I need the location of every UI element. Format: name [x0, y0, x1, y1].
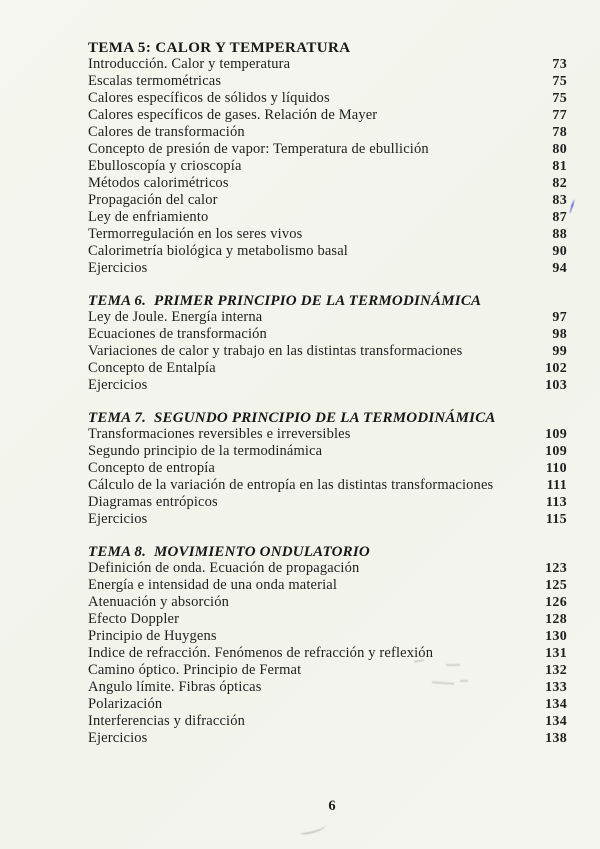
pencil-specks-mark: [412, 658, 472, 690]
toc-entry-title: Angulo límite. Fibras ópticas: [88, 679, 262, 695]
toc-entry: [88, 460, 567, 477]
toc-entry-page: 125: [545, 578, 567, 593]
toc-entry: [88, 56, 567, 73]
toc-entry-title: Concepto de Entalpía: [88, 360, 216, 376]
section-heading: TEMA 6. PRIMER PRINCIPIO DE LA TERMODINÁMICA: [88, 293, 482, 309]
toc-entry-page: 133: [545, 680, 567, 695]
toc-entry: [88, 209, 567, 226]
toc-entry-title: Concepto de presión de vapor: Temperatura de ebullición: [88, 141, 429, 157]
section-heading: TEMA 8. MOVIMIENTO ONDULATORIO: [88, 544, 370, 560]
toc-entry-title: Principio de Huygens: [88, 628, 217, 644]
toc-entry: [88, 141, 567, 158]
toc-entry-page: 123: [545, 561, 567, 576]
toc-entry-page: 132: [545, 663, 567, 678]
toc-entry: [88, 260, 567, 277]
toc-entry-title: Definición de onda. Ecuación de propagación: [88, 560, 360, 576]
toc-entry-page: 82: [552, 176, 567, 191]
blue-pen-tick-mark: [569, 199, 576, 214]
toc-entry-page: 103: [545, 378, 567, 393]
toc-entry: [88, 628, 567, 645]
toc-entry-title: Métodos calorimétricos: [88, 175, 229, 191]
toc-entry: [88, 377, 567, 394]
toc-entry-page: 78: [552, 125, 567, 140]
toc-entry-title: Calorimetría biológica y metabolismo basal: [88, 243, 348, 259]
toc-entry-page: 131: [545, 646, 567, 661]
toc-entry-page: 138: [545, 731, 567, 746]
toc-entry-title: Atenuación y absorción: [88, 594, 230, 610]
toc-entry-page: 111: [546, 478, 567, 493]
toc-entry: [88, 73, 567, 90]
toc-section-tema-5: [88, 40, 567, 277]
toc-entry: [88, 560, 567, 577]
toc-entry: [88, 645, 567, 662]
toc-entry: [88, 696, 567, 713]
toc-entry: [88, 90, 567, 107]
toc-entry-title: Efecto Doppler: [88, 611, 180, 627]
toc-entry-title: Diagramas entrópicos: [88, 494, 218, 510]
pencil-smudge-mark: [299, 821, 326, 835]
toc-entry-page: 75: [552, 91, 567, 106]
toc-entry-title: Concepto de entropía: [88, 460, 216, 476]
toc-entry-page: 90: [552, 244, 567, 259]
toc-entry: [88, 477, 567, 494]
toc-entry-page: 98: [552, 327, 567, 342]
toc-entry-title: Ecuaciones de transformación: [88, 326, 267, 342]
toc-entry-page: 134: [545, 714, 567, 729]
toc-entry-page: 88: [552, 227, 567, 242]
toc-entry-title: Cálculo de la variación de entropía en las distintas transformaciones: [88, 477, 494, 493]
toc-entry-page: 113: [545, 495, 567, 510]
toc-entry-page: 94: [552, 261, 567, 276]
toc-entry-title: Variaciones de calor y trabajo en las distintas transformaciones: [88, 343, 463, 359]
toc-entry-title: Escalas termométricas: [88, 73, 222, 89]
toc-entry: [88, 594, 567, 611]
toc-entry-title: Calores específicos de sólidos y líquidos: [88, 90, 330, 106]
section-heading: TEMA 5: CALOR Y TEMPERATURA: [88, 40, 351, 56]
toc-entry-title: Transformaciones reversibles e irreversibles: [88, 426, 351, 442]
toc-entry-title: Introducción. Calor y temperatura: [88, 56, 291, 72]
toc-entry: [88, 577, 567, 594]
toc-entry-page: 80: [552, 142, 567, 157]
toc-entry: [88, 107, 567, 124]
toc-entry: [88, 226, 567, 243]
toc-entry-page: 134: [545, 697, 567, 712]
toc-entry: [88, 309, 567, 326]
toc-entry-title: Propagación del calor: [88, 192, 218, 208]
toc-entry-page: 87: [552, 210, 567, 225]
toc-entry: [88, 611, 567, 628]
toc-entry: [88, 124, 567, 141]
toc-entry-title: Ejercicios: [88, 260, 148, 276]
footer-page-number: 6: [328, 798, 336, 814]
toc-entry: [88, 360, 567, 377]
toc-entry: [88, 662, 567, 679]
toc-entry-title: Ley de Joule. Energía interna: [88, 309, 263, 325]
toc-entry-page: 83: [552, 193, 567, 208]
toc-entry-page: 75: [552, 74, 567, 89]
toc-section-tema-8: [88, 544, 567, 747]
toc-entry: [88, 192, 567, 209]
toc-entry-title: Ebulloscopía y crioscopía: [88, 158, 242, 174]
toc-entry: [88, 158, 567, 175]
toc-entry-title: Indice de refracción. Fenómenos de refracción y reflexión: [88, 645, 434, 661]
toc-entry-page: 126: [545, 595, 567, 610]
toc-entry-title: Ejercicios: [88, 511, 148, 527]
toc-entry: [88, 175, 567, 192]
toc-entry: [88, 494, 567, 511]
toc-entry-page: 81: [552, 159, 567, 174]
toc-entry-page: 130: [545, 629, 567, 644]
toc-content: [88, 40, 567, 747]
toc-entry-title: Calores específicos de gases. Relación de Mayer: [88, 107, 378, 123]
toc-entry: [88, 713, 567, 730]
toc-entry-title: Energía e intensidad de una onda material: [88, 577, 338, 593]
toc-section-tema-7: [88, 410, 567, 528]
toc-entry-page: 128: [545, 612, 567, 627]
section-heading: TEMA 7. SEGUNDO PRINCIPIO DE LA TERMODINÁMICA: [88, 410, 496, 426]
toc-entry: [88, 426, 567, 443]
toc-entry: [88, 343, 567, 360]
toc-entry-page: 109: [545, 444, 567, 459]
toc-entry-page: 109: [545, 427, 567, 442]
toc-entry: [88, 243, 567, 260]
toc-entry: [88, 730, 567, 747]
toc-entry: [88, 443, 567, 460]
toc-entry-title: Ley de enfriamiento: [88, 209, 209, 225]
toc-entry-page: 77: [552, 108, 567, 123]
toc-entry-title: Ejercicios: [88, 730, 148, 746]
toc-entry-title: Interferencias y difracción: [88, 713, 246, 729]
toc-entry: [88, 326, 567, 343]
toc-entry-title: Ejercicios: [88, 377, 148, 393]
toc-section-tema-6: [88, 293, 567, 394]
toc-entry-page: 97: [552, 310, 567, 325]
toc-entry-page: 99: [552, 344, 567, 359]
toc-entry: [88, 679, 567, 696]
toc-entry-title: Termorregulación en los seres vivos: [88, 226, 303, 242]
toc-entry-title: Camino óptico. Principio de Fermat: [88, 662, 302, 678]
toc-entry-page: 73: [552, 57, 567, 72]
toc-entry: [88, 511, 567, 528]
toc-entry-page: 110: [545, 461, 567, 476]
toc-entry-page: 115: [545, 512, 567, 527]
toc-entry-page: 102: [545, 361, 567, 376]
toc-entry-title: Segundo principio de la termodinámica: [88, 443, 323, 459]
toc-entry-title: Polarización: [88, 696, 163, 712]
toc-entry-title: Calores de transformación: [88, 124, 245, 140]
